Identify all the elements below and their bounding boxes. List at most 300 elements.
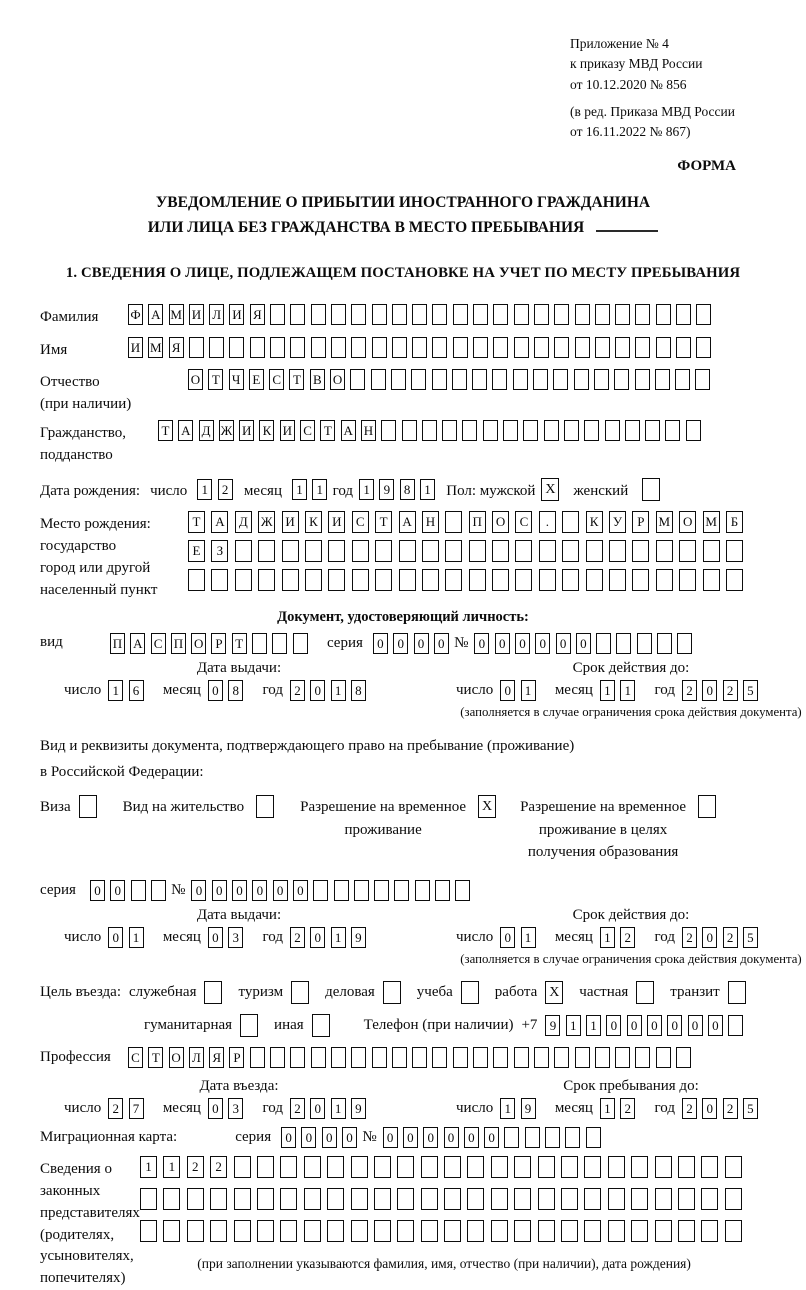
char-cell[interactable] xyxy=(469,569,486,591)
char-cell[interactable] xyxy=(614,369,629,390)
char-cell[interactable] xyxy=(392,304,407,325)
char-cell[interactable] xyxy=(432,304,447,325)
char-cell[interactable]: 0 xyxy=(403,1127,418,1148)
char-cell[interactable] xyxy=(513,369,528,390)
char-cell[interactable]: 1 xyxy=(163,1156,180,1178)
char-cell[interactable] xyxy=(291,981,309,1004)
char-cell[interactable] xyxy=(374,1156,391,1178)
char-cell[interactable] xyxy=(473,337,488,358)
char-cell[interactable]: 1 xyxy=(359,479,374,500)
char-cell[interactable]: 1 xyxy=(292,479,307,500)
char-cell[interactable] xyxy=(605,420,620,441)
char-cell[interactable] xyxy=(354,880,369,901)
char-cell[interactable]: П xyxy=(469,511,486,533)
char-cell[interactable] xyxy=(615,1047,630,1068)
char-cell[interactable]: 0 xyxy=(414,633,429,654)
char-cell[interactable] xyxy=(725,1156,742,1178)
char-cell[interactable] xyxy=(596,633,611,654)
char-cell[interactable] xyxy=(311,1047,326,1068)
char-cell[interactable] xyxy=(305,569,322,591)
char-cell[interactable]: 5 xyxy=(743,927,758,948)
char-cell[interactable]: 2 xyxy=(187,1156,204,1178)
char-cell[interactable]: X xyxy=(541,478,559,501)
char-cell[interactable]: 0 xyxy=(293,880,308,901)
char-cell[interactable]: 0 xyxy=(212,880,227,901)
char-cell[interactable]: Б xyxy=(726,511,743,533)
char-cell[interactable] xyxy=(371,369,386,390)
char-cell[interactable] xyxy=(561,1188,578,1210)
char-cell[interactable] xyxy=(493,1047,508,1068)
char-cell[interactable]: 0 xyxy=(208,1098,223,1119)
char-cell[interactable]: 0 xyxy=(708,1015,723,1036)
char-cell[interactable]: 2 xyxy=(108,1098,123,1119)
char-cell[interactable]: Е xyxy=(249,369,264,390)
char-cell[interactable]: 8 xyxy=(228,680,243,701)
char-cell[interactable] xyxy=(391,369,406,390)
char-cell[interactable] xyxy=(383,981,401,1004)
char-cell[interactable] xyxy=(187,1188,204,1210)
char-cell[interactable] xyxy=(515,569,532,591)
char-cell[interactable] xyxy=(575,304,590,325)
char-cell[interactable] xyxy=(311,337,326,358)
char-cell[interactable] xyxy=(523,420,538,441)
char-cell[interactable]: С xyxy=(151,633,166,654)
char-cell[interactable]: 7 xyxy=(129,1098,144,1119)
char-cell[interactable] xyxy=(435,880,450,901)
char-cell[interactable] xyxy=(421,1188,438,1210)
char-cell[interactable]: Т xyxy=(375,511,392,533)
char-cell[interactable]: 0 xyxy=(281,1127,296,1148)
char-cell[interactable] xyxy=(453,1047,468,1068)
char-cell[interactable]: 0 xyxy=(322,1127,337,1148)
char-cell[interactable]: С xyxy=(269,369,284,390)
char-cell[interactable] xyxy=(290,304,305,325)
char-cell[interactable] xyxy=(554,337,569,358)
char-cell[interactable] xyxy=(472,369,487,390)
char-cell[interactable]: 0 xyxy=(310,927,325,948)
char-cell[interactable] xyxy=(525,1127,540,1148)
char-cell[interactable]: 0 xyxy=(232,880,247,901)
char-cell[interactable] xyxy=(293,633,308,654)
char-cell[interactable] xyxy=(352,540,369,562)
char-cell[interactable] xyxy=(397,1188,414,1210)
char-cell[interactable] xyxy=(350,369,365,390)
char-cell[interactable]: 9 xyxy=(351,927,366,948)
char-cell[interactable] xyxy=(725,1220,742,1242)
char-cell[interactable]: 2 xyxy=(210,1156,227,1178)
char-cell[interactable]: Р xyxy=(632,511,649,533)
char-cell[interactable] xyxy=(327,1156,344,1178)
char-cell[interactable]: 2 xyxy=(218,479,233,500)
char-cell[interactable] xyxy=(140,1220,157,1242)
char-cell[interactable]: 1 xyxy=(500,1098,515,1119)
char-cell[interactable] xyxy=(397,1156,414,1178)
char-cell[interactable] xyxy=(514,1156,531,1178)
char-cell[interactable] xyxy=(235,540,252,562)
char-cell[interactable]: 0 xyxy=(393,633,408,654)
char-cell[interactable]: 0 xyxy=(515,633,530,654)
char-cell[interactable]: Е xyxy=(188,540,205,562)
char-cell[interactable] xyxy=(534,304,549,325)
char-cell[interactable]: Л xyxy=(209,304,224,325)
char-cell[interactable] xyxy=(655,1220,672,1242)
char-cell[interactable] xyxy=(453,337,468,358)
char-cell[interactable] xyxy=(372,337,387,358)
char-cell[interactable] xyxy=(728,1015,743,1036)
char-cell[interactable] xyxy=(492,569,509,591)
char-cell[interactable] xyxy=(412,1047,427,1068)
char-cell[interactable] xyxy=(595,1047,610,1068)
char-cell[interactable] xyxy=(594,369,609,390)
char-cell[interactable]: А xyxy=(148,304,163,325)
char-cell[interactable]: Т xyxy=(188,511,205,533)
char-cell[interactable]: 5 xyxy=(743,680,758,701)
char-cell[interactable] xyxy=(534,1047,549,1068)
char-cell[interactable] xyxy=(584,1220,601,1242)
char-cell[interactable]: 0 xyxy=(252,880,267,901)
char-cell[interactable]: 1 xyxy=(600,927,615,948)
char-cell[interactable]: 1 xyxy=(129,927,144,948)
char-cell[interactable] xyxy=(562,511,579,533)
char-cell[interactable]: И xyxy=(282,511,299,533)
char-cell[interactable] xyxy=(210,1188,227,1210)
char-cell[interactable]: Н xyxy=(361,420,376,441)
char-cell[interactable]: З xyxy=(211,540,228,562)
char-cell[interactable]: 0 xyxy=(474,633,489,654)
char-cell[interactable] xyxy=(304,1156,321,1178)
char-cell[interactable] xyxy=(351,1047,366,1068)
char-cell[interactable] xyxy=(656,540,673,562)
char-cell[interactable]: 0 xyxy=(500,680,515,701)
char-cell[interactable]: О xyxy=(169,1047,184,1068)
char-cell[interactable] xyxy=(728,981,746,1004)
char-cell[interactable] xyxy=(209,337,224,358)
char-cell[interactable]: 0 xyxy=(273,880,288,901)
char-cell[interactable] xyxy=(258,540,275,562)
char-cell[interactable] xyxy=(445,540,462,562)
char-cell[interactable] xyxy=(372,1047,387,1068)
char-cell[interactable]: 2 xyxy=(682,927,697,948)
char-cell[interactable] xyxy=(492,540,509,562)
char-cell[interactable] xyxy=(657,633,672,654)
char-cell[interactable]: У xyxy=(609,511,626,533)
char-cell[interactable] xyxy=(392,337,407,358)
char-cell[interactable] xyxy=(609,569,626,591)
char-cell[interactable] xyxy=(655,1188,672,1210)
char-cell[interactable]: 1 xyxy=(331,1098,346,1119)
char-cell[interactable]: 1 xyxy=(197,479,212,500)
char-cell[interactable]: 0 xyxy=(423,1127,438,1148)
char-cell[interactable] xyxy=(432,337,447,358)
char-cell[interactable]: 0 xyxy=(208,680,223,701)
char-cell[interactable]: Я xyxy=(250,304,265,325)
char-cell[interactable] xyxy=(163,1220,180,1242)
char-cell[interactable]: 1 xyxy=(331,927,346,948)
char-cell[interactable]: 2 xyxy=(682,1098,697,1119)
char-cell[interactable]: 1 xyxy=(108,680,123,701)
char-cell[interactable]: В xyxy=(310,369,325,390)
char-cell[interactable] xyxy=(483,420,498,441)
char-cell[interactable] xyxy=(304,1220,321,1242)
char-cell[interactable]: О xyxy=(330,369,345,390)
char-cell[interactable] xyxy=(503,420,518,441)
char-cell[interactable]: С xyxy=(300,420,315,441)
char-cell[interactable] xyxy=(656,569,673,591)
char-cell[interactable] xyxy=(564,420,579,441)
char-cell[interactable] xyxy=(656,304,671,325)
char-cell[interactable] xyxy=(351,304,366,325)
char-cell[interactable] xyxy=(608,1220,625,1242)
char-cell[interactable]: С xyxy=(128,1047,143,1068)
char-cell[interactable]: 1 xyxy=(140,1156,157,1178)
char-cell[interactable] xyxy=(615,304,630,325)
char-cell[interactable] xyxy=(562,569,579,591)
char-cell[interactable] xyxy=(726,540,743,562)
char-cell[interactable]: 0 xyxy=(627,1015,642,1036)
char-cell[interactable]: М xyxy=(169,304,184,325)
char-cell[interactable] xyxy=(725,1188,742,1210)
char-cell[interactable]: А xyxy=(130,633,145,654)
char-cell[interactable] xyxy=(656,337,671,358)
char-cell[interactable]: 0 xyxy=(702,1098,717,1119)
char-cell[interactable] xyxy=(533,369,548,390)
char-cell[interactable] xyxy=(514,1220,531,1242)
char-cell[interactable]: 0 xyxy=(535,633,550,654)
char-cell[interactable] xyxy=(444,1188,461,1210)
char-cell[interactable] xyxy=(584,1188,601,1210)
char-cell[interactable] xyxy=(351,1220,368,1242)
char-cell[interactable] xyxy=(561,1220,578,1242)
char-cell[interactable] xyxy=(381,420,396,441)
char-cell[interactable] xyxy=(240,1014,258,1037)
char-cell[interactable] xyxy=(679,540,696,562)
char-cell[interactable] xyxy=(444,1220,461,1242)
char-cell[interactable] xyxy=(229,337,244,358)
char-cell[interactable] xyxy=(79,795,97,818)
char-cell[interactable] xyxy=(561,1156,578,1178)
char-cell[interactable] xyxy=(399,540,416,562)
char-cell[interactable] xyxy=(675,369,690,390)
char-cell[interactable] xyxy=(678,1220,695,1242)
char-cell[interactable]: 0 xyxy=(191,880,206,901)
char-cell[interactable]: И xyxy=(128,337,143,358)
char-cell[interactable] xyxy=(595,337,610,358)
char-cell[interactable] xyxy=(422,540,439,562)
char-cell[interactable]: И xyxy=(280,420,295,441)
char-cell[interactable] xyxy=(331,1047,346,1068)
char-cell[interactable]: 2 xyxy=(290,680,305,701)
char-cell[interactable]: Ж xyxy=(258,511,275,533)
char-cell[interactable] xyxy=(312,1014,330,1037)
char-cell[interactable]: Т xyxy=(289,369,304,390)
char-cell[interactable] xyxy=(656,1047,671,1068)
char-cell[interactable] xyxy=(270,337,285,358)
char-cell[interactable] xyxy=(467,1156,484,1178)
char-cell[interactable]: 0 xyxy=(110,880,125,901)
char-cell[interactable] xyxy=(204,981,222,1004)
char-cell[interactable] xyxy=(655,1156,672,1178)
char-cell[interactable]: 9 xyxy=(379,479,394,500)
char-cell[interactable] xyxy=(514,1047,529,1068)
char-cell[interactable] xyxy=(257,1188,274,1210)
char-cell[interactable]: Т xyxy=(148,1047,163,1068)
char-cell[interactable] xyxy=(257,1156,274,1178)
char-cell[interactable]: 2 xyxy=(682,680,697,701)
char-cell[interactable]: Я xyxy=(209,1047,224,1068)
char-cell[interactable]: 0 xyxy=(500,927,515,948)
char-cell[interactable] xyxy=(467,1220,484,1242)
char-cell[interactable] xyxy=(616,633,631,654)
char-cell[interactable]: 1 xyxy=(600,1098,615,1119)
char-cell[interactable]: Д xyxy=(235,511,252,533)
char-cell[interactable] xyxy=(642,478,660,501)
char-cell[interactable]: 0 xyxy=(90,880,105,901)
char-cell[interactable]: М xyxy=(703,511,720,533)
char-cell[interactable] xyxy=(210,1220,227,1242)
char-cell[interactable] xyxy=(575,1047,590,1068)
char-cell[interactable] xyxy=(327,1220,344,1242)
char-cell[interactable]: 0 xyxy=(556,633,571,654)
char-cell[interactable] xyxy=(374,1188,391,1210)
char-cell[interactable] xyxy=(538,1188,555,1210)
char-cell[interactable] xyxy=(452,369,467,390)
char-cell[interactable] xyxy=(631,1188,648,1210)
char-cell[interactable] xyxy=(701,1156,718,1178)
char-cell[interactable] xyxy=(304,1188,321,1210)
char-cell[interactable]: П xyxy=(110,633,125,654)
char-cell[interactable] xyxy=(372,304,387,325)
char-cell[interactable]: 1 xyxy=(420,479,435,500)
char-cell[interactable]: X xyxy=(478,795,496,818)
char-cell[interactable]: 1 xyxy=(620,680,635,701)
char-cell[interactable] xyxy=(473,304,488,325)
char-cell[interactable]: О xyxy=(679,511,696,533)
char-cell[interactable] xyxy=(234,1220,251,1242)
char-cell[interactable] xyxy=(491,1156,508,1178)
char-cell[interactable]: 0 xyxy=(688,1015,703,1036)
char-cell[interactable] xyxy=(491,1188,508,1210)
char-cell[interactable] xyxy=(331,337,346,358)
char-cell[interactable] xyxy=(421,1220,438,1242)
char-cell[interactable]: 1 xyxy=(586,1015,601,1036)
char-cell[interactable] xyxy=(272,633,287,654)
char-cell[interactable] xyxy=(280,1188,297,1210)
char-cell[interactable] xyxy=(565,1127,580,1148)
char-cell[interactable] xyxy=(703,540,720,562)
char-cell[interactable]: К xyxy=(305,511,322,533)
char-cell[interactable]: А xyxy=(399,511,416,533)
char-cell[interactable] xyxy=(402,420,417,441)
char-cell[interactable]: 0 xyxy=(108,927,123,948)
char-cell[interactable]: О xyxy=(191,633,206,654)
char-cell[interactable] xyxy=(703,569,720,591)
char-cell[interactable] xyxy=(539,569,556,591)
char-cell[interactable]: 1 xyxy=(312,479,327,500)
char-cell[interactable] xyxy=(282,569,299,591)
char-cell[interactable]: О xyxy=(188,369,203,390)
char-cell[interactable] xyxy=(625,420,640,441)
char-cell[interactable]: 3 xyxy=(228,1098,243,1119)
char-cell[interactable] xyxy=(455,880,470,901)
char-cell[interactable] xyxy=(375,540,392,562)
char-cell[interactable] xyxy=(554,1047,569,1068)
char-cell[interactable] xyxy=(493,337,508,358)
char-cell[interactable] xyxy=(701,1220,718,1242)
char-cell[interactable] xyxy=(392,1047,407,1068)
char-cell[interactable] xyxy=(545,1127,560,1148)
char-cell[interactable] xyxy=(151,880,166,901)
char-cell[interactable]: 0 xyxy=(208,927,223,948)
char-cell[interactable] xyxy=(189,337,204,358)
char-cell[interactable] xyxy=(696,304,711,325)
char-cell[interactable] xyxy=(574,369,589,390)
char-cell[interactable]: М xyxy=(656,511,673,533)
char-cell[interactable]: . xyxy=(539,511,556,533)
char-cell[interactable] xyxy=(676,1047,691,1068)
char-cell[interactable]: И xyxy=(328,511,345,533)
char-cell[interactable]: 2 xyxy=(290,927,305,948)
char-cell[interactable] xyxy=(677,633,692,654)
char-cell[interactable]: П xyxy=(171,633,186,654)
char-cell[interactable]: К xyxy=(586,511,603,533)
char-cell[interactable] xyxy=(655,369,670,390)
char-cell[interactable]: 0 xyxy=(647,1015,662,1036)
char-cell[interactable]: 0 xyxy=(373,633,388,654)
char-cell[interactable] xyxy=(211,569,228,591)
char-cell[interactable] xyxy=(328,540,345,562)
char-cell[interactable] xyxy=(453,304,468,325)
char-cell[interactable] xyxy=(562,540,579,562)
char-cell[interactable]: Р xyxy=(211,633,226,654)
char-cell[interactable] xyxy=(595,304,610,325)
char-cell[interactable] xyxy=(305,540,322,562)
char-cell[interactable] xyxy=(632,569,649,591)
char-cell[interactable]: 2 xyxy=(723,680,738,701)
char-cell[interactable]: 2 xyxy=(290,1098,305,1119)
char-cell[interactable] xyxy=(631,1220,648,1242)
char-cell[interactable] xyxy=(258,569,275,591)
char-cell[interactable] xyxy=(636,981,654,1004)
char-cell[interactable]: 2 xyxy=(620,927,635,948)
char-cell[interactable] xyxy=(422,569,439,591)
char-cell[interactable]: Ч xyxy=(229,369,244,390)
char-cell[interactable]: 0 xyxy=(444,1127,459,1148)
char-cell[interactable] xyxy=(492,369,507,390)
char-cell[interactable] xyxy=(553,369,568,390)
char-cell[interactable]: 0 xyxy=(301,1127,316,1148)
char-cell[interactable] xyxy=(469,540,486,562)
char-cell[interactable]: Т xyxy=(232,633,247,654)
char-cell[interactable]: Т xyxy=(320,420,335,441)
char-cell[interactable] xyxy=(586,540,603,562)
char-cell[interactable]: Я xyxy=(169,337,184,358)
char-cell[interactable] xyxy=(290,1047,305,1068)
char-cell[interactable] xyxy=(514,337,529,358)
char-cell[interactable] xyxy=(467,1188,484,1210)
char-cell[interactable]: А xyxy=(178,420,193,441)
char-cell[interactable]: 8 xyxy=(351,680,366,701)
char-cell[interactable] xyxy=(538,1220,555,1242)
char-cell[interactable]: 1 xyxy=(566,1015,581,1036)
char-cell[interactable] xyxy=(608,1188,625,1210)
char-cell[interactable] xyxy=(544,420,559,441)
char-cell[interactable] xyxy=(538,1156,555,1178)
char-cell[interactable] xyxy=(686,420,701,441)
char-cell[interactable] xyxy=(631,1156,648,1178)
char-cell[interactable] xyxy=(351,1188,368,1210)
char-cell[interactable] xyxy=(375,569,392,591)
char-cell[interactable]: 0 xyxy=(606,1015,621,1036)
